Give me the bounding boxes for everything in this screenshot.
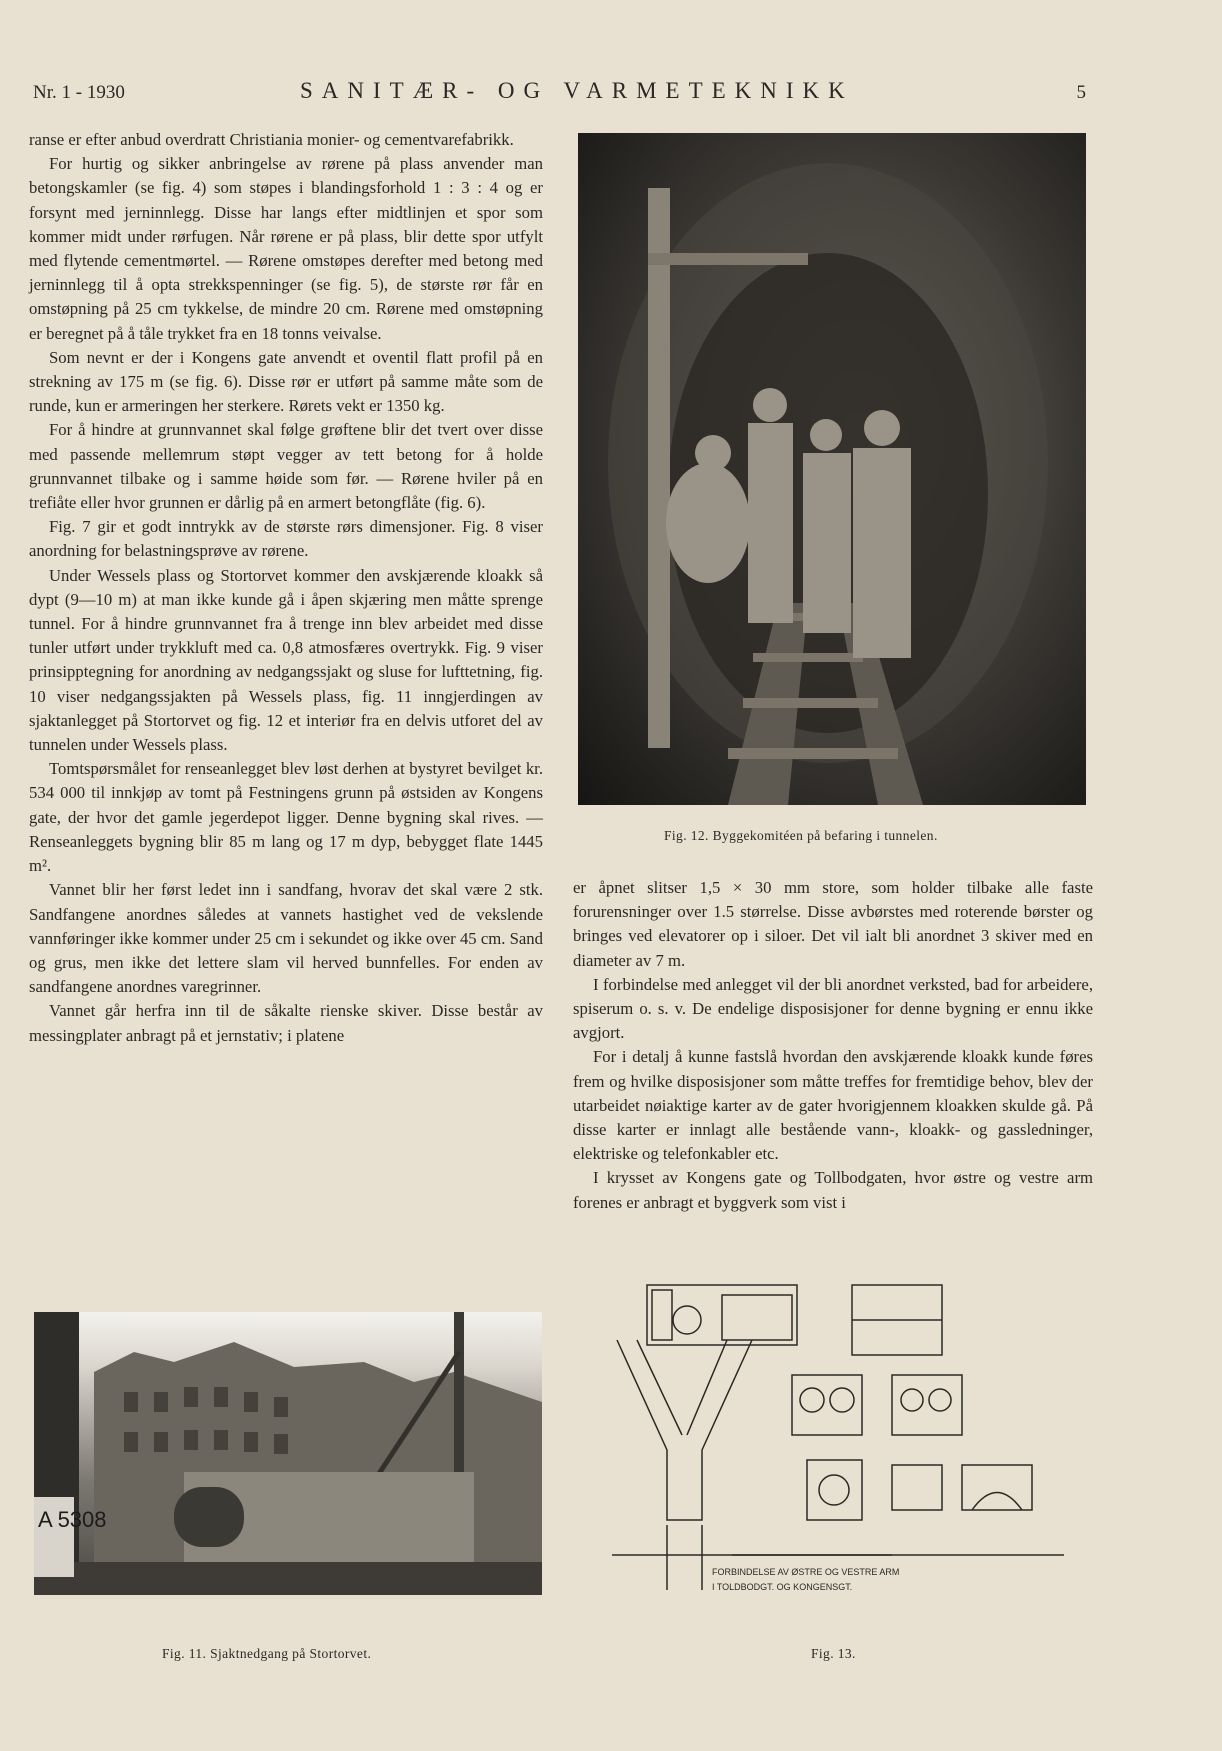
paragraph: ranse er efter anbud overdratt Christiania monier- og cementvarefabrikk. xyxy=(29,130,514,149)
paragraph: Tomtspørsmålet for renseanlegget blev løst derhen at bystyret bevilget kr. 534 000 til innkjøp av tomt på Festningens grunn på østsiden av Kongens gate, der hvor det gamle jegerdepot ligger. Denne bygning skal rives. — Renseanleggets bygning blir 85 m lang og 17 m dyp, bebygget flate 1445 m². xyxy=(29,759,543,876)
left-column xyxy=(29,128,543,1048)
right-column xyxy=(573,876,1093,1215)
fig11-caption: Fig. 11. Sjaktnedgang på Stortorvet. xyxy=(162,1646,372,1661)
fig13-technical-drawing xyxy=(612,1250,1064,1630)
fig12-caption: Fig. 12. Byggekomitéen på befaring i tunnelen. xyxy=(664,828,938,843)
paragraph: Fig. 7 gir et godt inntrykk av de største rørs dimensjoner. Fig. 8 viser anordning for belastningsprøve av rørene. xyxy=(29,517,543,561)
paragraph: er åpnet slitser 1,5 × 30 mm store, som holder tilbake alle faste forurensninger over 1.5 størrelse. Disse avbørstes med roterende børster og bringes ved elevatorer op i siloer. Det vil ialt bli anordnet 3 skiver med en diameter av 7 m. xyxy=(573,878,1093,970)
page-number: 5 xyxy=(1076,82,1086,103)
street-illustration xyxy=(34,1312,542,1595)
fig11-sign: A 5308 xyxy=(38,1507,107,1532)
sewer-junction-drawing xyxy=(612,1250,1064,1630)
fig13-title-line1: FORBINDELSE AV ØSTRE OG VESTRE ARM xyxy=(712,1567,900,1577)
fig13-caption: Fig. 13. xyxy=(811,1646,856,1661)
fig12-tunnel-photo xyxy=(578,133,1086,805)
paragraph: For i detalj å kunne fastslå hvordan den avskjærende kloakk kunde føres frem og hvilke disposisjoner som måtte treffes for fremtidige behov, blev der utarbeidet nøiaktige karter av de gater hvorigjennem kloakken skulde gå. På disse karter er innlagt alle bestående vann-, kloakk- og gassledninger, elektriske og telefonkabler etc. xyxy=(573,1047,1093,1164)
journal-title: SANITÆR- OG VARMETEKNIKK xyxy=(300,78,854,103)
paragraph: I krysset av Kongens gate og Tollbodgaten, hvor østre og vestre arm forenes er anbragt et byggverk som vist i xyxy=(573,1168,1093,1212)
paragraph: Vannet blir her først ledet inn i sandfang, hvorav det skal være 2 stk. Sandfangene anordnes således at vannets hastighet ved de vekslende vannføringer ikke kommer under 25 cm i sekundet og ikke over 45 cm. Sand og grus, men ikke det lettere slam vil herved bunnfelles. For enden av sandfangene anordnes varegrinner. xyxy=(29,880,543,997)
paragraph: Under Wessels plass og Stortorvet kommer den avskjærende kloakk så dypt (9—10 m) at man ikke kunde gå i åpen skjæring men måtte sprenge tunnel. For å hindre grunnvannet fra å trenge inn blev arbeidet med disse tunler utført under trykkluft med ca. 0,8 atmosfæres overtrykk. Fig. 9 viser prinsipptegning for anordning av nedgangssjakt og sluse for lufttetning, fig. 10 viser nedgangssjakten på Wessels plass, fig. 11 inngjerdingen av sjaktanlegget på Stortorvet og fig. 12 et interiør fra en delvis utforet del av tunnelen under Wessels plass. xyxy=(29,565,543,755)
paragraph: I forbindelse med anlegget vil der bli anordnet verksted, bad for arbeidere, spiserum o. s. v. De endelige disposisjoner for denne bygning er ennu ikke avgjort. xyxy=(573,974,1093,1043)
fig13-title-line2: I TOLDBODGT. OG KONGENSGT. xyxy=(712,1582,853,1592)
paragraph: Vannet går herfra inn til de såkalte rienske skiver. Disse består av messingplater anbragt på et jernstativ; i platene xyxy=(29,1001,543,1045)
fig11-street-photo xyxy=(34,1312,542,1595)
issue-number: Nr. 1 - 1930 xyxy=(33,82,125,103)
paragraph: For hurtig og sikker anbringelse av rørene på plass anvender man betongskamler (se fig. 4) som støpes i blandingsforhold 1 : 3 : 4 og er forsynt med jerninnlegg. Disse har langs efter midtlinjen et spor som kommer midt under rørfugen. Når rørene er på plass, blir dette spor utfylt med flytende cementmørtel. — Rørene omstøpes derefter med betong med jerninnlegg til å opta strekkspenninger (se fig. 5), de største rør får en omstøpning på 25 cm tykkelse, de mindre 20 cm. Rørene med omstøpning er beregnet på å tåle trykket fra en 18 tonns veivalse. xyxy=(29,154,543,343)
paragraph: Som nevnt er der i Kongens gate anvendt et oventil flatt profil på en strekning av 175 m (se fig. 6). Disse rør er utført på samme måte som de runde, kun er armeringen her sterkere. Rørets vekt er 1350 kg. xyxy=(29,347,543,416)
tunnel-illustration xyxy=(578,133,1086,805)
page-header xyxy=(0,72,1222,112)
paragraph: For å hindre at grunnvannet skal følge grøftene blir det tvert over disse med passende mellemrum støpt vegger av tett betong for å holde grunnvannet tilbake og i samme høide som før. — Rørene hviler på en trefiåte eller hvor grunnen er dårlig på en armert betongflåte (fig. 6). xyxy=(29,420,543,513)
